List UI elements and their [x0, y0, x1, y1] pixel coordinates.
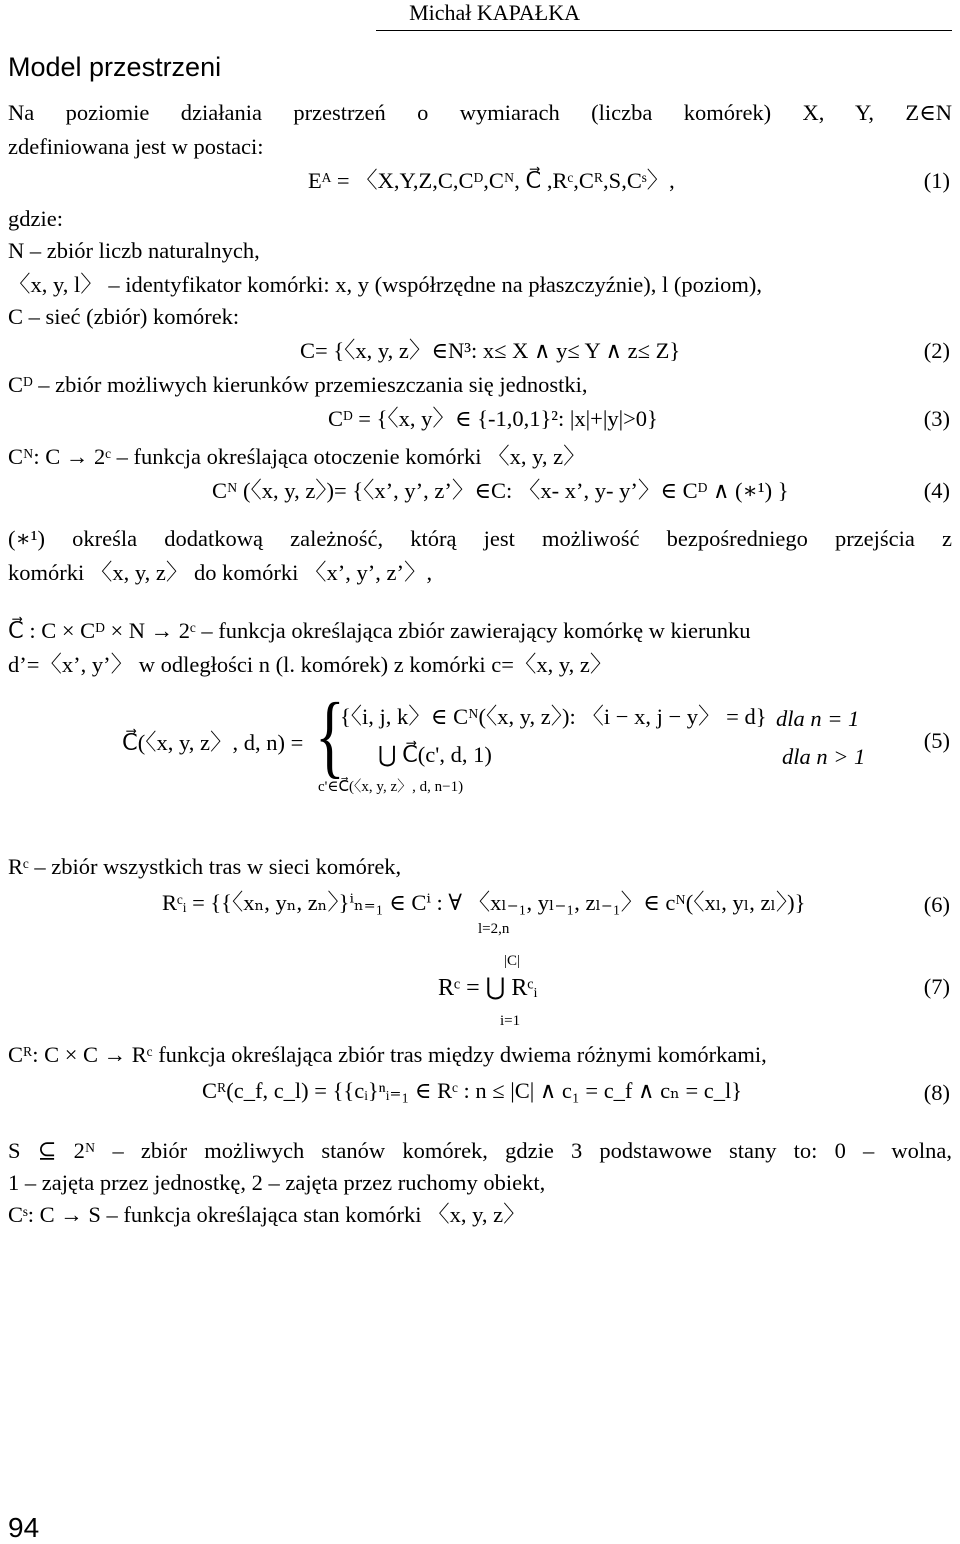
equation-5-lhs: C⃗(〈x, y, z〉, d, n) =: [122, 730, 304, 755]
definition-S-line-2: 1 – zajęta przez jednostkę, 2 – zajęta przez ruchomy obiekt,: [8, 1170, 546, 1195]
equation-8: Cᴿ(c_f, c_l) = {{cᵢ}ⁿᵢ₌₁ ∈ Rᶜ : n ≤ |C| ∧ c₁ = c_f ∧ cₙ = c_l}: [202, 1078, 743, 1103]
equation-5-condition-1: dla n = 1: [776, 706, 860, 731]
paragraph-intro-line-1: Na poziomie działania przestrzeń o wymiarach (liczba komórek) X, Y, Z∈N: [8, 100, 952, 125]
equation-5-condition-2: dla n > 1: [782, 744, 866, 769]
definition-CR: Cᴿ: C × C → Rᶜ funkcja określająca zbiór tras między dwiema różnymi komórkami,: [8, 1042, 767, 1067]
equation-4: Cᴺ (〈x, y, z〉)= {〈x’, y’, z’〉∈C: 〈x- x’, y- y’〉∈ Cᴰ ∧ (∗¹) }: [212, 478, 789, 503]
definition-cell-identifier: 〈x, y, l〉 – identyfikator komórki: x, y (współrzędne na płaszczyźnie), l (poziom),: [8, 272, 762, 297]
equation-5-left-brace: {: [315, 685, 345, 788]
running-header-author: Michał KAPAŁKA: [409, 0, 580, 25]
equation-1: Eᴬ = 〈X,Y,Z,C,Cᴰ,Cᴺ, C⃗ ,Rᶜ,Cᴿ,S,Cˢ〉,: [308, 168, 675, 193]
definition-CS: Cˢ: C → S – funkcja określająca stan komórki 〈x, y, z〉: [8, 1202, 526, 1227]
definition-N: N – zbiór liczb naturalnych,: [8, 238, 260, 263]
equation-number-4: (4): [923, 478, 950, 503]
gdzie-label: gdzie:: [8, 206, 63, 231]
equation-number-2: (2): [923, 338, 950, 363]
header-rule: [376, 30, 952, 31]
equation-number-5: (5): [923, 728, 950, 753]
definition-C: C – sieć (zbiór) komórek:: [8, 304, 240, 329]
definition-S-line-1: S ⊆ 2ᴺ – zbiór możliwych stanów komórek, gdzie 3 podstawowe stany to: 0 – wolna,: [8, 1138, 952, 1163]
equation-number-3: (3): [923, 406, 950, 431]
page-number: 94: [8, 1512, 40, 1543]
equation-2: C= {〈x, y, z〉∈N³: x≤ X ∧ y≤ Y ∧ z≤ Z}: [300, 338, 681, 363]
equation-number-7: (7): [923, 974, 950, 999]
equation-5-case-2: ⋃ C⃗(c', d, 1): [378, 742, 492, 767]
definition-CD: Cᴰ – zbiór możliwych kierunków przemieszczania się jednostki,: [8, 372, 588, 397]
equation-5-case-1: {〈i, j, k〉∈ Cᴺ(〈x, y, z〉): 〈i − x, j − y〉 = d}: [340, 704, 767, 729]
definition-C-vector-line-2: d’=〈x’, y’〉 w odległości n (l. komórek) z komórki c=〈x, y, z〉: [8, 652, 613, 677]
equation-number-1: (1): [923, 168, 950, 193]
equation-3: Cᴰ = {〈x, y〉∈ {-1,0,1}²: |x|+|y|>0}: [328, 406, 658, 431]
definition-RC: Rᶜ – zbiór wszystkich tras w sieci komórek,: [8, 854, 402, 879]
paragraph-condition-line-1: (∗¹) określa dodatkową zależność, którą jest możliwość bezpośredniego przejścia z: [8, 526, 952, 551]
equation-6-subscript: l=2,n: [478, 921, 510, 937]
equation-number-6: (6): [923, 892, 950, 917]
definition-CN: Cᴺ: C → 2ᶜ – funkcja określająca otoczenie komórki 〈x, y, z〉: [8, 444, 586, 469]
equation-number-8: (8): [923, 1080, 950, 1105]
paragraph-intro-line-2: zdefiniowana jest w postaci:: [8, 134, 264, 159]
equation-7-lower-limit: i=1: [500, 1013, 521, 1029]
equation-5-union-subscript: c'∈C⃗(〈x, y, z〉, d, n−1): [318, 779, 464, 795]
equation-7-upper-limit: |C|: [504, 953, 521, 969]
definition-C-vector-line-1: C⃗ : C × Cᴰ × N → 2ᶜ – funkcja określająca zbiór zawierający komórkę w kierunku: [8, 618, 751, 643]
paragraph-condition-line-2: komórki 〈x, y, z〉 do komórki 〈x’, y’, z’〉,: [8, 560, 433, 585]
section-title: Model przestrzeni: [8, 52, 222, 82]
equation-7: Rᶜ = ⋃ Rᶜᵢ: [438, 975, 538, 1001]
equation-6: Rᶜᵢ = {{〈xₙ, yₙ, zₙ〉}ⁱₙ₌₁ ∈ Cⁱ : ∀ 〈xₗ₋₁, yₗ₋₁, zₗ₋₁〉∈ cᴺ(〈xₗ, yₗ, zₗ〉)}: [162, 890, 806, 915]
